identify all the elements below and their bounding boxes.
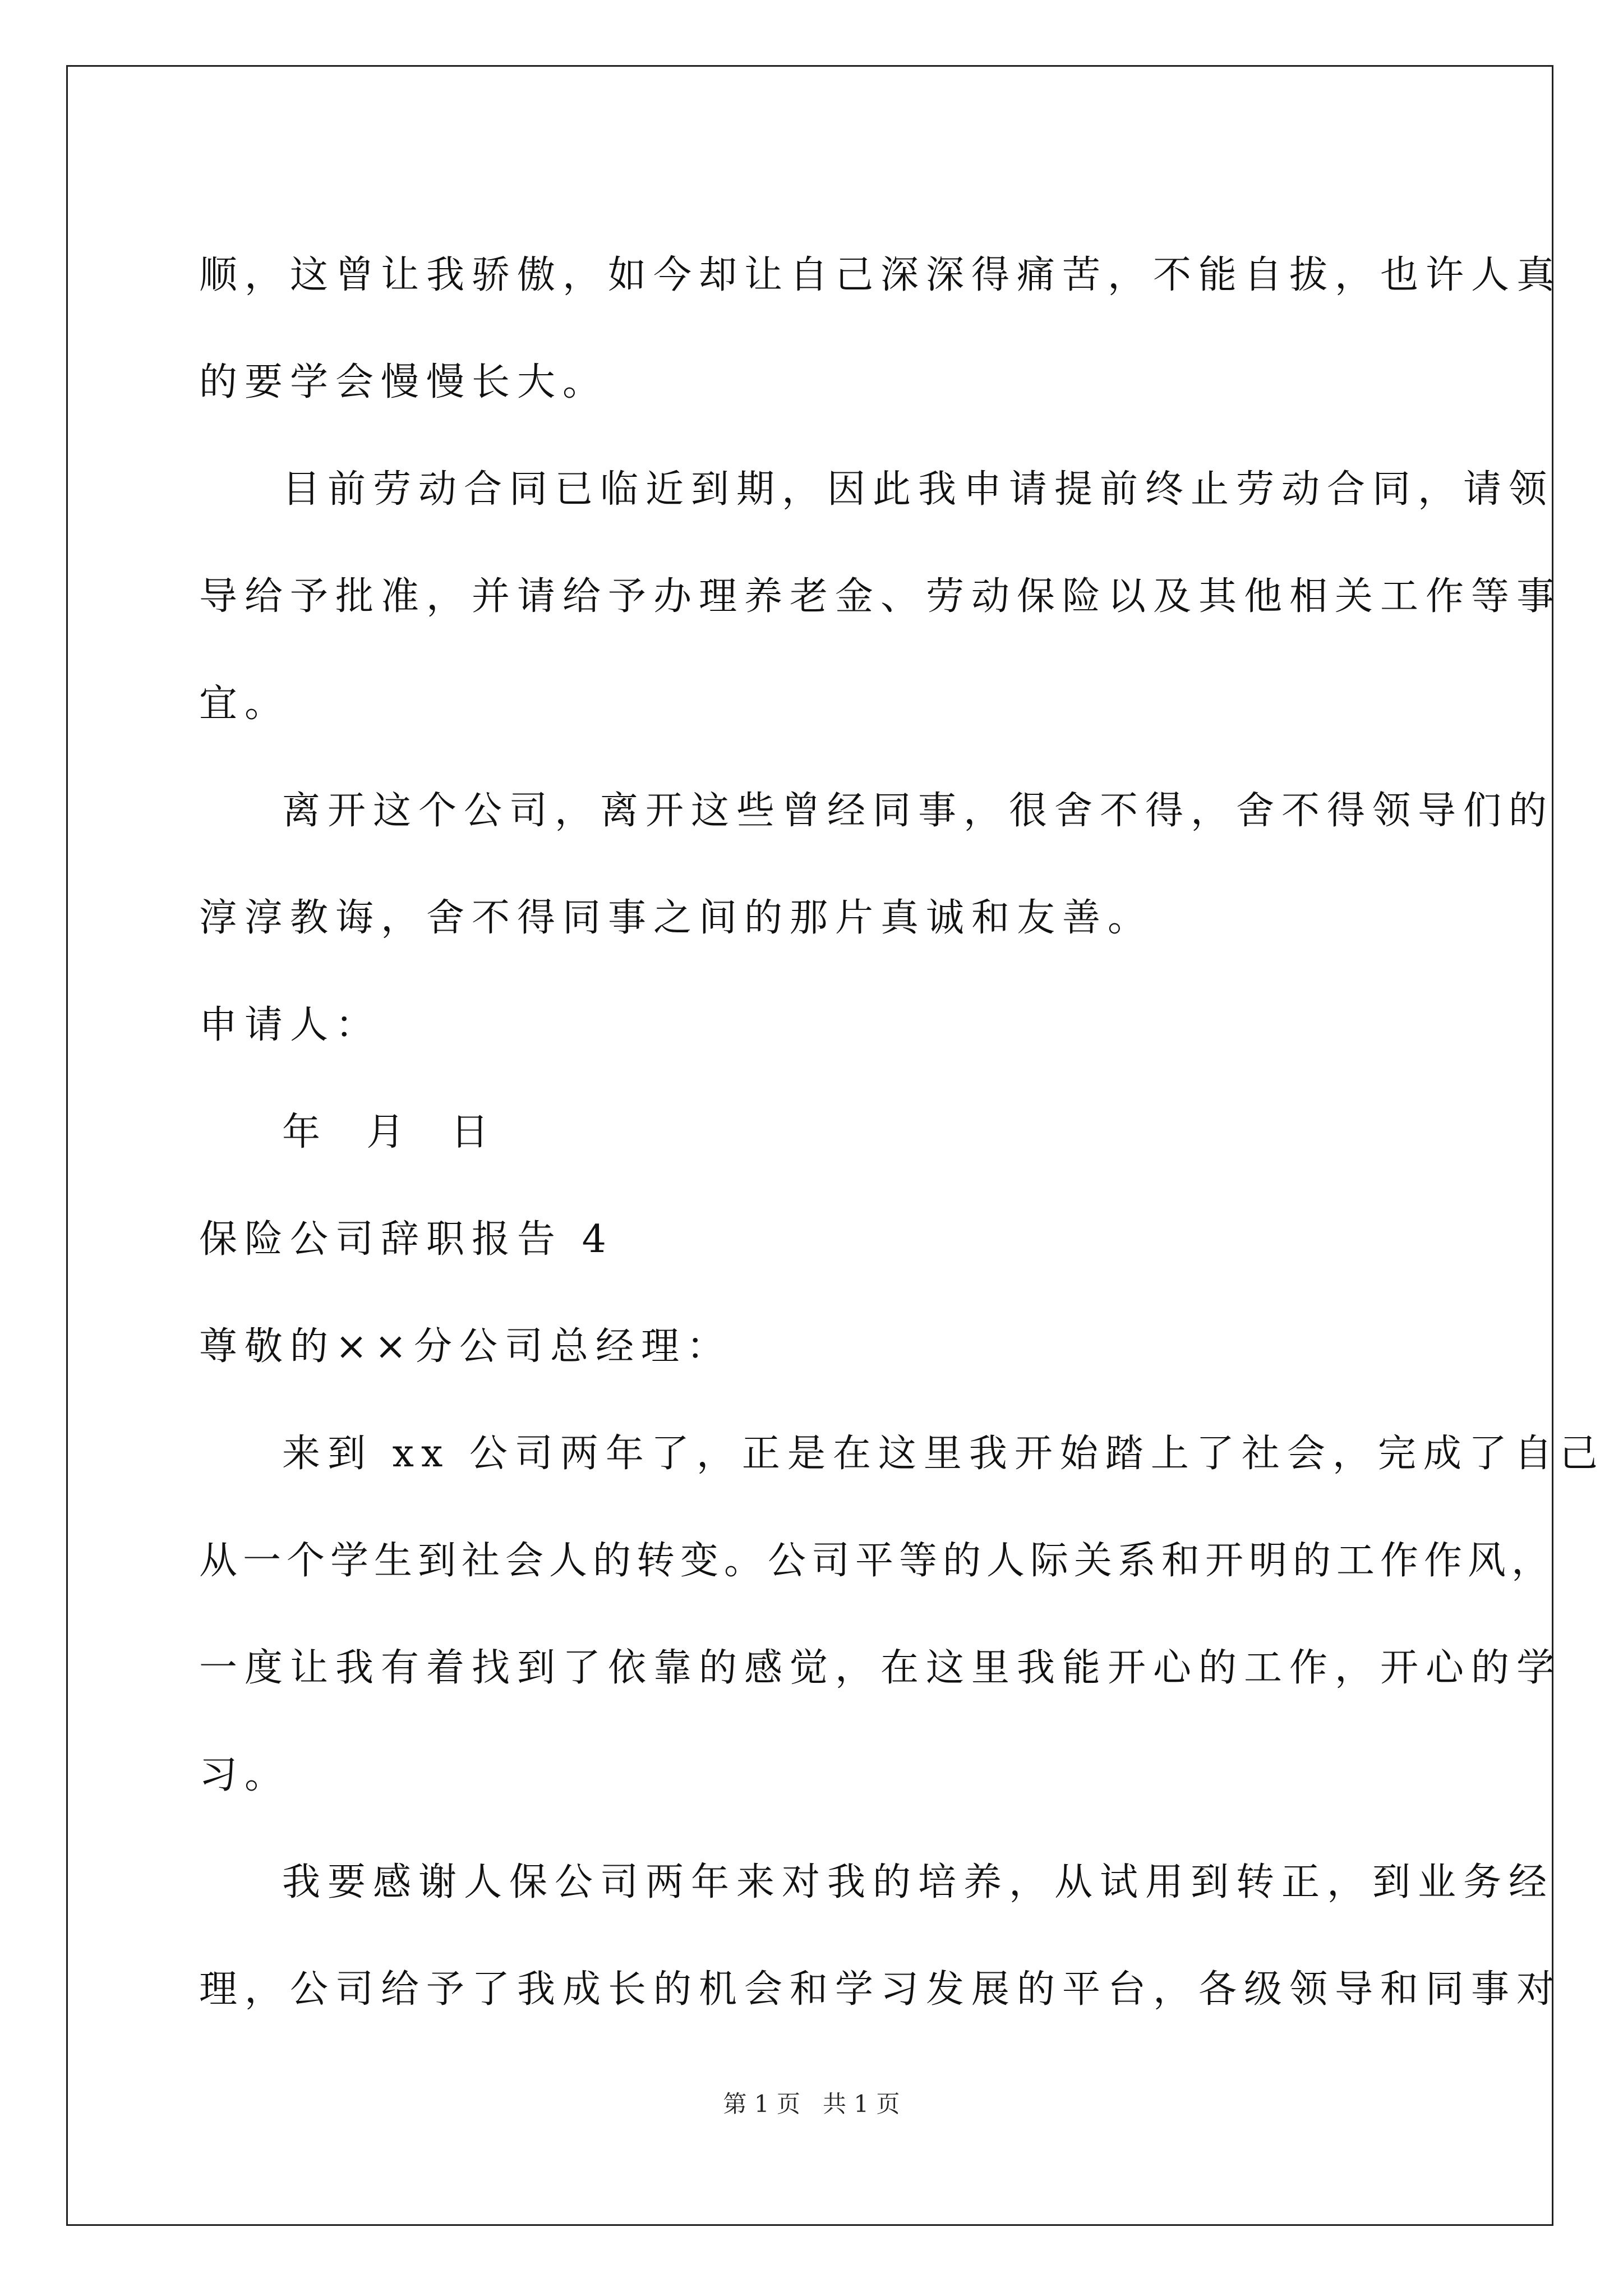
text-line: 淳淳教诲，舍不得同事之间的那片真诚和友善。 [199, 896, 1154, 940]
text-line: 的要学会慢慢长大。 [199, 360, 608, 404]
text-line: 离开这个公司，离开这些曾经同事，很舍不得，舍不得领导们的 [282, 789, 1555, 833]
date-line: 年 月 日 [282, 1110, 496, 1154]
page-footer: 第 1 页 共 1 页 [723, 2090, 900, 2118]
text-line: 理，公司给予了我成长的机会和学习发展的平台，各级领导和同事对 [199, 1967, 1562, 2012]
text-line: 来到 xx 公司两年了，正是在这里我开始踏上了社会，完成了自己 [282, 1432, 1605, 1476]
text-line: 一度让我有着找到了依靠的感觉，在这里我能开心的工作，开心的学 [199, 1646, 1562, 1690]
text-line: 习。 [199, 1753, 291, 1797]
applicant-label: 申请人： [199, 1003, 381, 1047]
text-line: 目前劳动合同已临近到期，因此我申请提前终止劳动合同，请领 [282, 467, 1555, 512]
text-line: 顺，这曾让我骄傲，如今却让自己深深得痛苦，不能自拔，也许人真 [199, 253, 1562, 297]
text-line: 宜。 [199, 682, 291, 726]
text-line: 从一个学生到社会人的转变。公司平等的人际关系和开明的工作作风， [199, 1539, 1556, 1583]
salutation: 尊敬的××分公司总经理： [199, 1324, 732, 1369]
text-line: 导给予批准，并请给予办理养老金、劳动保险以及其他相关工作等事 [199, 574, 1562, 619]
section-title: 保险公司辞职报告 4 [199, 1217, 614, 1262]
document-body [199, 222, 1605, 2043]
text-line: 我要感谢人保公司两年来对我的培养，从试用到转正，到业务经 [282, 1860, 1555, 1904]
